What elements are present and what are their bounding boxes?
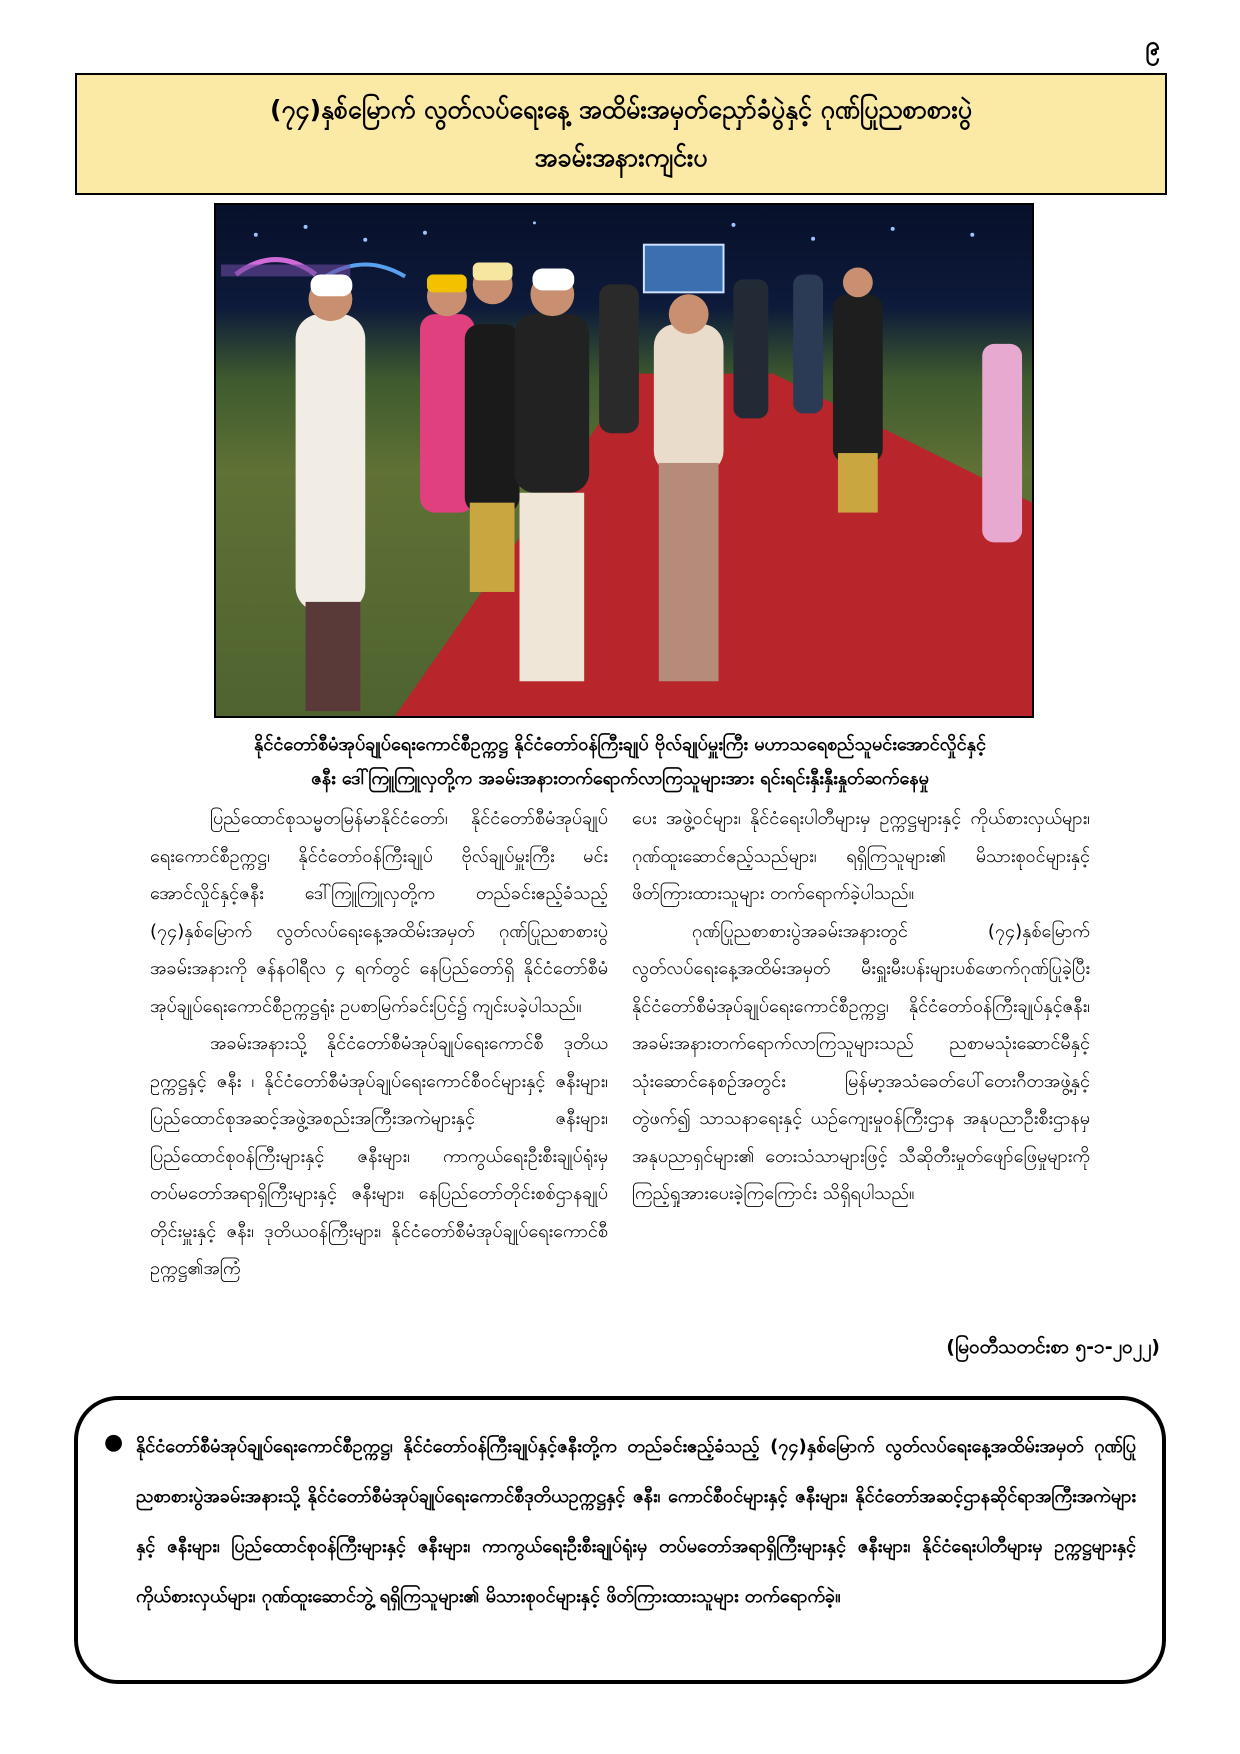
summary-box bbox=[74, 1396, 1166, 1684]
string-lights bbox=[254, 221, 974, 241]
caption-line-2: ဇနီး ဒေါ်ကြူကြူလှတို့က အခမ်းအနားတက်ရောက်လာကြသူများအား ရင်းရင်းနှီးနှီးနှုတ်ဆက်နေမှု bbox=[311, 768, 929, 789]
body-paragraph: ပြည်ထောင်စုသမ္မတမြန်မာနိုင်ငံတော်၊ နိုင်ငံတော်စီမံအုပ်ချုပ်ရေးကောင်စီဥက္ကဋ္ဌ၊ နိုင်ငံတော်ဝန်ကြီးချုပ် ဗိုလ်ချုပ်မှူးကြီး မင်းအောင်လှိုင်နှင့်ဇနီး ဒေါ်ကြူကြူလှတို့က တည်ခင်းဧည့်ခံသည့် (၇၄)နှစ်မြောက် လွတ်လပ်ရေးနေ့အထိမ်းအမှတ် ဂုဏ်ပြုညစာစားပွဲအခမ်းအနားကို ဇန်နဝါရီလ ၄ ရက်တွင် နေပြည်တော်ရှိ နိုင်ငံတော်စီမံအုပ်ချုပ်ရေးကောင်စီဥက္ကဋ္ဌရုံး ဥပစာမြက်ခင်းပြင်၌ ကျင်းပခဲ့ပါသည်။ bbox=[150, 808, 608, 1017]
summary-text: နိုင်ငံတော်စီမံအုပ်ချုပ်ရေးကောင်စီဥက္ကဋ္ဌ၊ နိုင်ငံတော်ဝန်ကြီးချုပ်နှင့်ဇနီးတို့က တည်ခင်းဧည့်ခံသည့် (၇၄)နှစ်မြောက် လွတ်လပ်ရေးနေ့အထိမ်းအမှတ် ဂုဏ်ပြုညစာစားပွဲအခမ်းအနားသို့ နိုင်ငံတော်စီမံအုပ်ချုပ်ရေးကောင်စီဒုတိယဥက္ကဋ္ဌနှင့် ဇနီး၊ ကောင်စီဝင်များနှင့် ဇနီးများ၊ နိုင်ငံတော်အဆင့်ဌာနဆိုင်ရာအကြီးအကဲများနှင့် ဇနီးများ၊ ပြည်ထောင်စုဝန်ကြီးများနှင့် ဇနီးများ၊ ကာကွယ်ရေးဦးစီးချုပ်ရုံးမှ တပ်မတော်အရာရှိကြီးများနှင့် ဇနီးများ၊ နိုင်ငံရေးပါတီများမှ ဥက္ကဋ္ဌများနှင့် ကိုယ်စားလှယ်များ၊ ဂုဏ်ထူးဆောင်ဘွဲ့ ရရှိကြသူများ၏ မိသားစုဝင်များနှင့် ဖိတ်ကြားထားသူများ တက်ရောက်ခဲ့။ bbox=[136, 1436, 1136, 1607]
photo-caption bbox=[120, 728, 1120, 796]
bullet-icon: ● bbox=[104, 1430, 124, 1455]
title-line-2: အခမ်းအနားကျင်းပ bbox=[534, 143, 708, 172]
photo-icon bbox=[216, 205, 1032, 716]
source-citation: (မြဝတီသတင်းစာ ၅-၁-၂၀၂၂) bbox=[946, 1336, 1160, 1358]
body-paragraph: ပေး အဖွဲ့ဝင်များ၊ နိုင်ငံရေးပါတီများမှ ဥက္ကဋ္ဌများနှင့် ကိုယ်စားလှယ်များ၊ ဂုဏ်ထူးဆောင်ဧည့်သည်များ၊ ရရှိကြသူများ၏ မိသားစုဝင်များနှင့် ဖိတ်ကြားထားသူများ တက်ရောက်ခဲ့ပါသည်။ bbox=[632, 808, 1090, 904]
title-box bbox=[75, 73, 1167, 195]
body-column-right bbox=[632, 800, 1090, 1213]
body-column-left bbox=[150, 800, 608, 1288]
title-line-1: (၇၄)နှစ်မြောက် လွတ်လပ်ရေးနေ့ အထိမ်းအမှတ်ညှော်ခံပွဲနှင့် ဂုဏ်ပြုညစာစားပွဲ bbox=[270, 95, 972, 124]
event-photo bbox=[214, 203, 1034, 718]
video-screen bbox=[644, 245, 724, 293]
body-paragraph: အခမ်းအနားသို့ နိုင်ငံတော်စီမံအုပ်ချုပ်ရေးကောင်စီ ဒုတိယဥက္ကဋ္ဌနှင့် ဇနီး ၊ နိုင်ငံတော်စီမံအုပ်ချုပ်ရေးကောင်စီဝင်များနှင့် ဇနီးများ၊ ပြည်ထောင်စုအဆင့်အဖွဲ့အစည်းအကြီးအကဲများနှင့် ဇနီးများ၊ ပြည်ထောင်စုဝန်ကြီးများနှင့် ဇနီးများ၊ ကာကွယ်ရေးဦးစီးချုပ်ရုံးမှ တပ်မတော်အရာရှိကြီးများနှင့် ဇနီးများ၊ နေပြည်တော်တိုင်းစစ်ဌာနချုပ်တိုင်းမှူးနှင့် ဇနီး၊ ဒုတိယဝန်ကြီးများ၊ နိုင်ငံတော်စီမံအုပ်ချုပ်ရေးကောင်စီဥက္ကဋ္ဌ၏အကြံ bbox=[150, 1033, 608, 1279]
caption-line-1: နိုင်ငံတော်စီမံအုပ်ချုပ်ရေးကောင်စီဥက္ကဋ္ဌ နိုင်ငံတော်ဝန်ကြီးချုပ် ဗိုလ်ချုပ်မှူးကြီး မဟာသရေစည်သူမင်းအောင်လှိုင်နှင့် bbox=[254, 734, 986, 755]
body-paragraph: ဂုဏ်ပြုညစာစားပွဲအခမ်းအနားတွင် (၇၄)နှစ်မြောက် လွတ်လပ်ရေးနေ့အထိမ်းအမှတ် မီးရှူးမီးပန်းများပစ်ဖောက်ဂုဏ်ပြုခဲ့ပြီး နိုင်ငံတော်စီမံအုပ်ချုပ်ရေးကောင်စီဥက္ကဋ္ဌ၊ နိုင်ငံတော်ဝန်ကြီးချုပ်နှင့်ဇနီး၊ အခမ်းအနားတက်ရောက်လာကြသူများသည် ညစာမသုံးဆောင်မီနှင့် သုံးဆောင်နေစဉ်အတွင်း မြန်မာ့အသံခေတ်ပေါ်တေးဂီတအဖွဲ့နှင့်တွဲဖက်၍ သာသနာရေးနှင့် ယဉ်ကျေးမှုဝန်ကြီးဌာန အနုပညာဦးစီးဌာနမှ အနုပညာရှင်များ၏ တေးသံသာများဖြင့် သီဆိုတီးမှုတ်ဖျော်ဖြေမှုများကို ကြည့်ရှုအားပေးခဲ့ကြကြောင်း သိရှိရပါသည်။ bbox=[632, 920, 1090, 1204]
page-number: ၉ bbox=[1145, 31, 1160, 61]
